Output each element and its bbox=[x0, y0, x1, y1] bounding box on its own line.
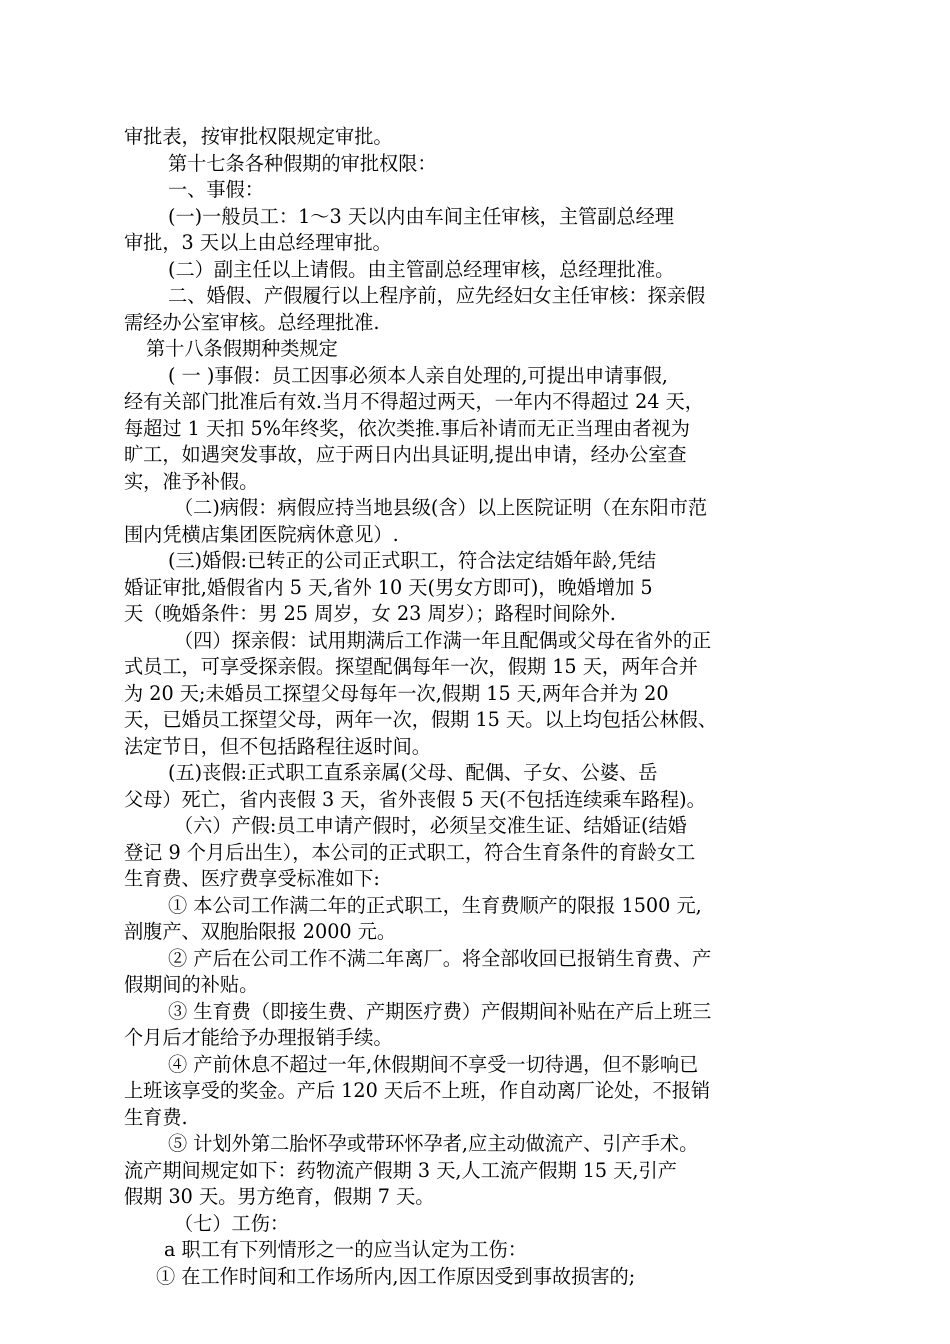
text-line: 假期间的补贴。 bbox=[124, 973, 259, 996]
text-line: 二、婚假、产假履行以上程序前，应先经妇女主任审核：探亲假 bbox=[168, 284, 706, 307]
text-line: 父母）死亡，省内丧假 3 天，省外丧假 5 天(不包括连续乘车路程)。 bbox=[124, 787, 706, 811]
section-heading: 一、事假： bbox=[168, 178, 264, 201]
text-line: ② 产后在公司工作不满二年离厂。将全部收回已报销生育费、产 bbox=[168, 946, 712, 970]
text-line: 个月后才能给予办理报销手续。 bbox=[124, 1026, 393, 1049]
text-line: 天（晚婚条件：男 25 周岁，女 23 周岁）；路程时间除外. bbox=[124, 602, 616, 625]
text-line: ① 本公司工作满二年的正式职工，生育费顺产的限报 1500 元, bbox=[168, 893, 702, 917]
text-line: 为 20 天;未婚员工探望父母每年一次,假期 15 天,两年合并为 20 bbox=[124, 681, 669, 705]
text-line: 假期 30 天。男方绝育，假期 7 天。 bbox=[124, 1185, 435, 1208]
text-line: 登记 9 个月后出生），本公司的正式职工，符合生育条件的育龄女工 bbox=[124, 840, 696, 864]
text-line: 剖腹产、双胞胎限报 2000 元。 bbox=[124, 920, 397, 943]
text-line: (五)丧假:正式职工直系亲属(父母、配偶、子女、公婆、岳 bbox=[168, 761, 658, 784]
text-line: 每超过 1 天扣 5%年终奖，依次类推.事后补请而无正当理由者视为 bbox=[124, 416, 690, 440]
text-line: 需经办公室审核。总经理批准. bbox=[124, 310, 380, 334]
text-line: 天，已婚员工探望父母，两年一次，假期 15 天。以上均包括公林假、 bbox=[124, 708, 718, 731]
text-line: 经有关部门批准后有效.当月不得超过两天，一年内不得超过 24 天， bbox=[124, 390, 704, 413]
text-line: ⑤ 计划外第二胎怀孕或带环怀孕者,应主动做流产、引产手术。 bbox=[168, 1132, 699, 1155]
text-line: 生育费. bbox=[124, 1105, 188, 1129]
text-line: (三)婚假:已转正的公司正式职工，符合法定结婚年龄,凭结 bbox=[168, 549, 657, 572]
text-line: 法定节日，但不包括路程往返时间。 bbox=[124, 734, 431, 758]
text-line: (一)一般员工：1～3 天以内由车间主任审核，主管副总经理 bbox=[168, 204, 674, 228]
text-line: 婚证审批,婚假省内 5 天,省外 10 天(男女方即可)，晚婚增加 5 bbox=[124, 575, 653, 599]
article-17-heading: 第十七条各种假期的审批权限： bbox=[168, 151, 437, 175]
text-line: ③ 生育费（即接生费、产期医疗费）产假期间补贴在产后上班三 bbox=[168, 999, 712, 1023]
text-line: (二）副主任以上请假。由主管副总经理审核，总经理批准。 bbox=[168, 257, 675, 281]
document-body bbox=[124, 124, 814, 1290]
text-line: ④ 产前休息不超过一年,休假期间不享受一切待遇，但不影响已 bbox=[168, 1052, 699, 1076]
text-line: 式员工，可享受探亲假。探望配偶每年一次，假期 15 天，两年合并 bbox=[124, 655, 698, 678]
text-line: （二)病假：病假应持当地县级(含）以上医院证明（在东阳市范 bbox=[174, 496, 708, 519]
article-18-heading: 第十八条假期种类规定 bbox=[146, 337, 338, 360]
text-line: ( 一 )事假：员工因事必须本人亲自处理的,可提出申请事假, bbox=[168, 363, 668, 387]
text-line: 流产期间规定如下：药物流产假期 3 天,人工流产假期 15 天,引产 bbox=[124, 1158, 677, 1182]
text-line: a 职工有下列情形之一的应当认定为工伤： bbox=[164, 1238, 527, 1261]
text-line: 审批，3 天以上由总经理审批。 bbox=[124, 231, 392, 254]
text-line: （六）产假:员工申请产假时，必须呈交准生证、结婚证(结婚 bbox=[174, 814, 687, 837]
text-line: 生育费、医疗费享受标准如下: bbox=[124, 867, 380, 890]
text-line: 围内凭横店集团医院病休意见）. bbox=[124, 522, 399, 546]
text-line: （四）探亲假：试用期满后工作满一年且配偶或父母在省外的正 bbox=[174, 628, 712, 652]
text-line: 实，准予补假。 bbox=[124, 469, 259, 493]
text-line: 上班该享受的奖金。产后 120 天后不上班，作自动离厂论处，不报销 bbox=[124, 1079, 711, 1102]
text-line: 审批表，按审批权限规定审批。 bbox=[124, 125, 393, 148]
text-line: （七）工伤： bbox=[174, 1211, 290, 1235]
text-line: ① 在工作时间和工作场所内,因工作原因受到事故损害的; bbox=[156, 1264, 636, 1288]
text-line: 旷工，如遇突发事故，应于两日内出具证明,提出申请，经办公室查 bbox=[124, 443, 687, 466]
